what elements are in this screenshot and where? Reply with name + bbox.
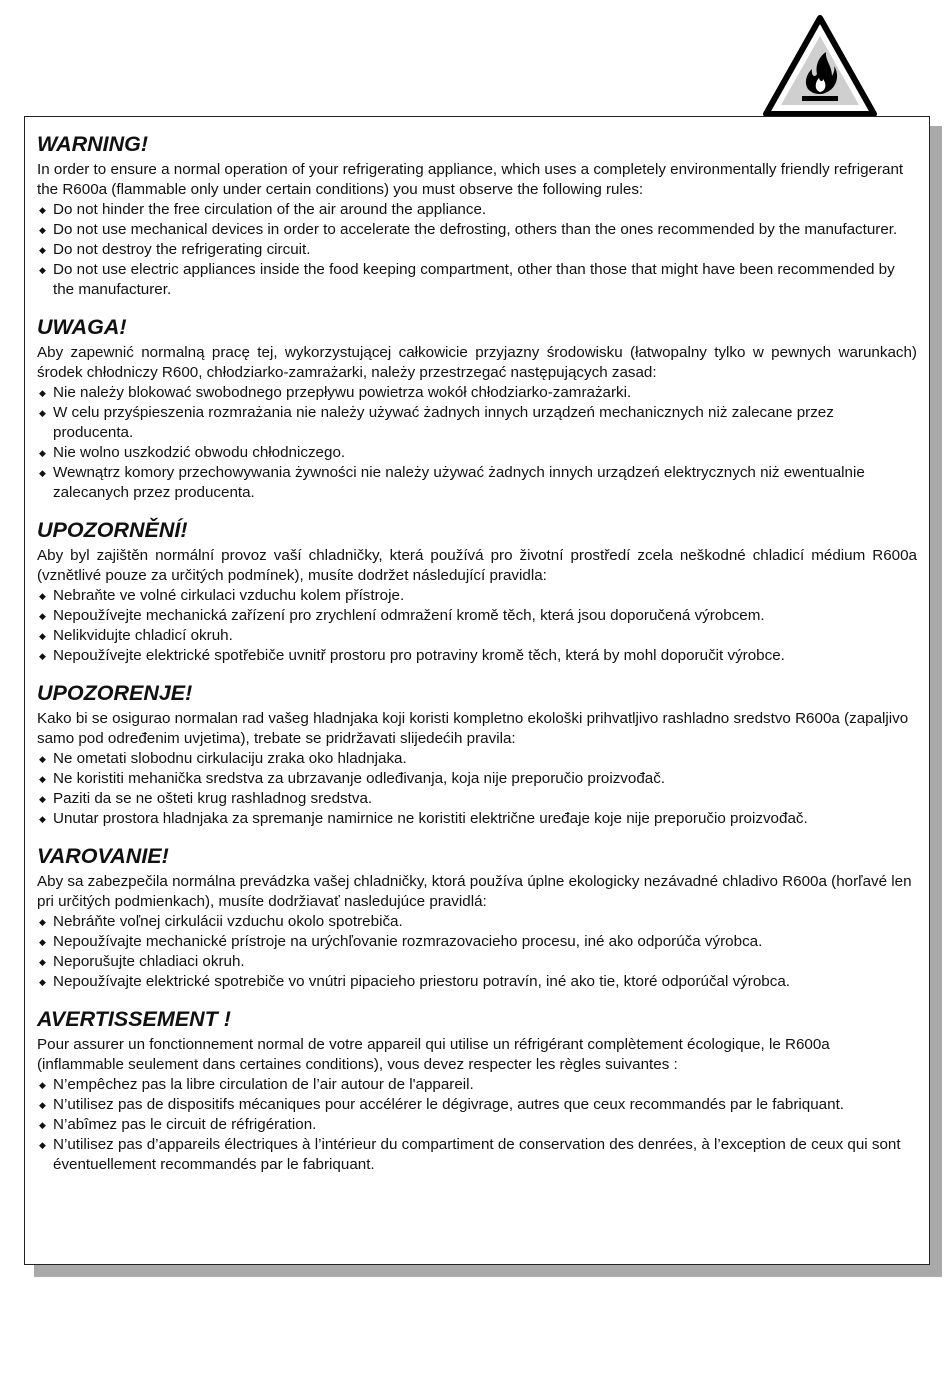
bullet-icon: ◆ [39, 245, 46, 255]
bullet-icon: ◆ [39, 917, 46, 927]
rule-text: Nepoužívejte mechanická zařízení pro zrychlení odmražení kromě těch, která jsou doporučená výrobcem. [53, 607, 765, 624]
flammable-warning-icon [762, 14, 878, 118]
section-polish [37, 314, 917, 503]
bullet-icon: ◆ [39, 611, 46, 621]
bullet-icon: ◆ [39, 957, 46, 967]
rule-text: Wewnątrz komory przechowywania żywności nie należy używać żadnych innych urządzeń elektrycznych niż ewentualnie zalecanych przez producenta. [53, 464, 865, 501]
list-item [37, 443, 917, 463]
rule-text: N’utilisez pas de dispositifs mécaniques pour accélérer le dégivrage, autres que ceux recommandés par le fabriquant. [53, 1096, 845, 1113]
list-item [37, 383, 917, 403]
bullet-icon: ◆ [39, 265, 46, 275]
list-item [37, 789, 917, 809]
bullet-icon: ◆ [39, 814, 46, 824]
bullet-icon: ◆ [39, 977, 46, 987]
rule-text: Do not use mechanical devices in order to accelerate the defrosting, others than the ones recommended by the manufacturer. [53, 221, 898, 238]
section-croatian [37, 680, 917, 829]
rules-list [37, 383, 917, 503]
bullet-icon: ◆ [39, 1120, 46, 1130]
rule-text: N’empêchez pas la libre circulation de l’air autour de l'appareil. [53, 1076, 474, 1093]
list-item [37, 769, 917, 789]
section-title: WARNING! [37, 132, 149, 156]
list-item [37, 626, 917, 646]
rule-text: N’utilisez pas d’appareils électriques à l’intérieur du compartiment de conservation des denrées, à l’exception de ceux qui sont éventuellement recommandés par le fabriquant. [53, 1136, 901, 1173]
bullet-icon: ◆ [39, 205, 46, 215]
list-item [37, 749, 917, 769]
rule-text: Paziti da se ne ošteti krug rashladnog sredstva. [53, 790, 373, 807]
bullet-icon: ◆ [39, 1080, 46, 1090]
section-title: AVERTISSEMENT ! [37, 1007, 231, 1031]
rule-text: Nie wolno uszkodzić obwodu chłodniczego. [53, 444, 346, 461]
bullet-icon: ◆ [39, 774, 46, 784]
section-french [37, 1006, 917, 1175]
list-item [37, 912, 917, 932]
rule-text: W celu przyśpieszenia rozmrażania nie należy używać żadnych innych urządzeń mechanicznych niż zalecane przez producenta. [53, 404, 834, 441]
section-intro: Aby zapewnić normalną pracę tej, wykorzystującej całkowicie przyjazny środowisku (łatwopalny tylko w pewnych warunkach) środek chłodniczy R600, chłodziarko-zamrażarki, należy przestrzegać następujących zasad: [37, 344, 917, 381]
rules-list [37, 200, 917, 300]
list-item [37, 972, 917, 992]
bullet-icon: ◆ [39, 448, 46, 458]
rules-list [37, 1075, 917, 1175]
rule-text: Nebraňte ve volné cirkulaci vzduchu kolem přístroje. [53, 587, 405, 604]
list-item [37, 403, 917, 443]
list-item [37, 952, 917, 972]
rule-text: Nelikvidujte chladicí okruh. [53, 627, 233, 644]
bullet-icon: ◆ [39, 754, 46, 764]
rule-text: Nepoužívajte mechanické prístroje na urýchľovanie rozmrazovacieho procesu, iné ako odporúča výrobca. [53, 933, 763, 950]
rules-list [37, 912, 917, 992]
list-item [37, 1115, 917, 1135]
rule-text: Neporušujte chladiaci okruh. [53, 953, 245, 970]
rules-list [37, 749, 917, 829]
list-item [37, 646, 917, 666]
bullet-icon: ◆ [39, 651, 46, 661]
bullet-icon: ◆ [39, 1100, 46, 1110]
section-english [37, 131, 917, 300]
section-intro: Kako bi se osigurao normalan rad vašeg hladnjaka koji koristi kompletno ekološki prihvatljivo rashladno sredstvo R600a (zapaljivo samo pod određenim uvjetima), trebate se pridržavati slijedećih pravila: [37, 710, 909, 747]
rule-text: Do not hinder the free circulation of the air around the appliance. [53, 201, 487, 218]
list-item [37, 1095, 917, 1115]
rule-text: Unutar prostora hladnjaka za spremanje namirnice ne koristiti električne uređaje koje nije preporučio proizvođač. [53, 810, 808, 827]
rule-text: N’abîmez pas le circuit de réfrigération. [53, 1116, 317, 1133]
section-slovak [37, 843, 917, 992]
list-item [37, 932, 917, 952]
rule-text: Ne ometati slobodnu cirkulaciju zraka oko hladnjaka. [53, 750, 407, 767]
bullet-icon: ◆ [39, 468, 46, 478]
bullet-icon: ◆ [39, 631, 46, 641]
section-title: UPOZORNĚNÍ! [37, 518, 188, 542]
rule-text: Ne koristiti mehanička sredstva za ubrzavanje odleđivanja, koja nije preporučio proizvođač. [53, 770, 666, 787]
bullet-icon: ◆ [39, 794, 46, 804]
warnings-box [24, 116, 930, 1265]
section-title: UWAGA! [37, 315, 127, 339]
list-item [37, 200, 917, 220]
list-item [37, 1135, 917, 1175]
rule-text: Nepoužívajte elektrické spotrebiče vo vnútri pipacieho priestoru potravín, iné ako tie, ktoré odporúčal výrobca. [53, 973, 790, 990]
section-intro: Pour assurer un fonctionnement normal de votre appareil qui utilise un réfrigérant complètement écologique, le R600a (inflammable seulement dans certaines conditions), vous devez respecter les règles suivantes : [37, 1036, 830, 1073]
bullet-icon: ◆ [39, 1140, 46, 1150]
section-intro: Aby byl zajištěn normální provoz vaší chladničky, která používá pro životní prostředí zcela neškodné chladicí médium R600a (vznětlivé pouze za určitých podmínek), musíte dodržet následující pravidla: [37, 547, 917, 584]
rule-text: Nie należy blokować swobodnego przepływu powietrza wokół chłodziarko-zamrażarki. [53, 384, 632, 401]
rule-text: Nepoužívejte elektrické spotřebiče uvnitř prostoru pro potraviny kromě těch, která by mohl doporučit výrobce. [53, 647, 785, 664]
section-title: VAROVANIE! [37, 844, 169, 868]
list-item [37, 606, 917, 626]
bullet-icon: ◆ [39, 591, 46, 601]
rules-list [37, 586, 917, 666]
list-item [37, 809, 917, 829]
section-intro: In order to ensure a normal operation of your refrigerating appliance, which uses a completely environmentally friendly refrigerant the R600a (flammable only under certain conditions) you must observe the following rules: [37, 161, 904, 198]
rule-text: Do not destroy the refrigerating circuit. [53, 241, 311, 258]
list-item [37, 586, 917, 606]
bullet-icon: ◆ [39, 408, 46, 418]
section-intro: Aby sa zabezpečila normálna prevádzka vašej chladničky, ktorá používa úplne ekologicky nezávadné chladivo R600a (horľavé len pri určitých podmienkach), musíte dodržiavať nasledujúce pravidlá: [37, 873, 912, 910]
section-czech [37, 517, 917, 666]
list-item [37, 1075, 917, 1095]
section-title: UPOZORENJE! [37, 681, 193, 705]
list-item [37, 240, 917, 260]
list-item [37, 260, 917, 300]
bullet-icon: ◆ [39, 225, 46, 235]
rule-text: Do not use electric appliances inside the food keeping compartment, other than those that might have been recommended by the manufacturer. [53, 261, 895, 298]
list-item [37, 463, 917, 503]
rule-text: Nebráňte voľnej cirkulácii vzduchu okolo spotrebiča. [53, 913, 403, 930]
list-item [37, 220, 917, 240]
bullet-icon: ◆ [39, 937, 46, 947]
bullet-icon: ◆ [39, 388, 46, 398]
